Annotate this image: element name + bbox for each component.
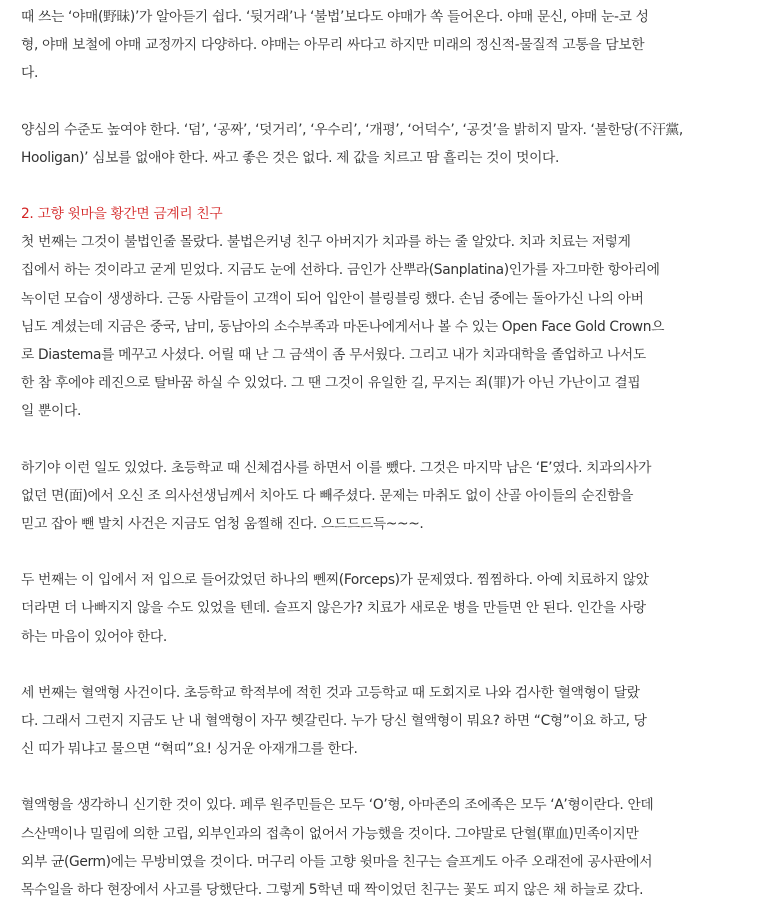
text-line: 다. 그래서 그런지 지금도 난 내 혈액형이 자꾸 헷갈린다. 누가 당신 혈액형이 뭐요? 하면 “C형”이요 하고, 당 (21, 713, 647, 730)
paragraph-conscience (21, 116, 749, 172)
text-line: 한 참 후에야 레진으로 탈바꿈 하실 수 있었다. 그 땐 그것이 유일한 길, 무지는 죄(罪)가 아닌 가난이고 결핍 (21, 375, 641, 392)
text-line: 목수일을 하다 현장에서 사고를 당했단다. 그렇게 5학년 때 짝이었던 친구는 꽃도 피지 않은 채 하늘로 갔다. (21, 882, 644, 899)
text-line: 신 띠가 뭐냐고 물으면 “혁띠”요! 싱거운 아재개그를 한다. (21, 741, 358, 758)
paragraph-spacer (21, 172, 749, 200)
text-line: 하는 마음이 있어야 한다. (21, 628, 167, 645)
text-line: 하기야 이런 일도 있었다. 초등학교 때 신체검사를 하면서 이를 뺐다. 그것은 마지막 남은 ‘E’였다. 치과의사가 (21, 459, 652, 476)
text-line: 때 쓰는 ‘야매(野昧)’가 알아듣기 쉽다. ‘뒷거래’나 ‘불법’보다도 야매가 쏙 들어온다. 야매 문신, 야매 눈-코 성 (21, 9, 649, 25)
text-line: 집에서 하는 것이라고 굳게 믿었다. 지금도 눈에 선하다. 금인가 산뿌라(Sanplatina)인가를 자그마한 항아리에 (21, 262, 660, 279)
paragraph-spacer (21, 651, 749, 679)
text-line: 믿고 잡아 뺀 발치 사건은 지금도 엄청 움찔해 진다. 으드드드득~~~. (21, 516, 424, 533)
paragraph-yamae (21, 0, 749, 88)
paragraph-first-reason (21, 228, 749, 425)
text-line: 외부 균(Germ)에는 무방비였을 것이다. 머구리 아들 고향 윗마을 친구는 슬프게도 아주 오래전에 공사판에서 (21, 853, 653, 870)
text-line: 두 번째는 이 입에서 저 입으로 들어갔었던 하나의 뻰찌(Forceps)가 문제였다. 찜찜하다. 아예 치료하지 않았 (21, 572, 649, 589)
paragraph-spacer (21, 538, 749, 566)
text-line: 로 Diastema를 메꾸고 사셨다. 어릴 때 난 그 금색이 좀 무서웠다. 그리고 내가 치과대학을 졸업하고 나서도 (21, 347, 646, 364)
text-line: 스산맥이나 밀림에 의한 고립, 외부인과의 접촉이 없어서 가능했을 것이다. 그야말로 단혈(單血)민족이지만 (21, 825, 639, 842)
text-line: 없던 면(面)에서 오신 조 의사선생님께서 치아도 다 빼주셨다. 문제는 마취도 없이 산골 아이들의 순진함을 (21, 487, 634, 504)
text-line: 더라면 더 나빠지지 않을 수도 있었을 텐데. 슬프지 않은가? 치료가 새로운 병을 만들면 안 된다. 인간을 사랑 (21, 600, 646, 617)
text-line: 혈액형을 생각하니 신기한 것이 있다. 페루 원주민들은 모두 ‘O’형, 아마존의 조에족은 모두 ‘A’형이란다. 안데 (21, 797, 654, 814)
text-line: 일 뿐이다. (21, 403, 81, 420)
paragraph-third-reason (21, 679, 749, 764)
paragraph-second-reason (21, 566, 749, 651)
paragraph-blood-type (21, 791, 749, 904)
paragraph-spacer (21, 426, 749, 454)
text-line: 형, 야매 보철에 야매 교정까지 다양하다. 야매는 아무리 싸다고 하지만 미래의 정신적-물질적 고통을 담보한 (21, 37, 645, 54)
text-line: 세 번째는 혈액형 사건이다. 초등학교 학적부에 적힌 것과 고등학교 때 도회지로 나와 검사한 혈액형이 달랐 (21, 684, 640, 701)
paragraph-spacer (21, 763, 749, 791)
text-line: 양심의 수준도 높여야 한다. ‘덤’, ‘공짜’, ‘덧거리’, ‘우수리’, ‘개평’, ‘어덕수’, ‘공것’을 밝히지 말자. ‘불한당(不汗黨, (21, 121, 683, 138)
text-line: 다. (21, 65, 39, 82)
paragraph-extraction (21, 454, 749, 539)
text-line: 님도 계셨는데 지금은 중국, 남미, 동남아의 소수부족과 마돈나에게서나 볼 수 있는 Open Face Gold Crown으 (21, 318, 665, 335)
text-line: 첫 번째는 그것이 불법인줄 몰랐다. 불법은커녕 친구 아버지가 치과를 하는 줄 알았다. 치과 치료는 저렇게 (21, 234, 631, 251)
section-heading: 2. 고향 윗마을 황간면 금계리 친구 (21, 206, 223, 223)
paragraph-spacer (21, 88, 749, 116)
text-line: 녹이던 모습이 생생하다. 근동 사람들이 고객이 되어 입안이 블링블링 했다. 손님 중에는 돌아가신 나의 아버 (21, 290, 644, 307)
text-line: Hooligan)’ 심보를 없애야 한다. 싸고 좋은 것은 없다. 제 값을 치르고 땀 흘리는 것이 멋이다. (21, 149, 560, 166)
